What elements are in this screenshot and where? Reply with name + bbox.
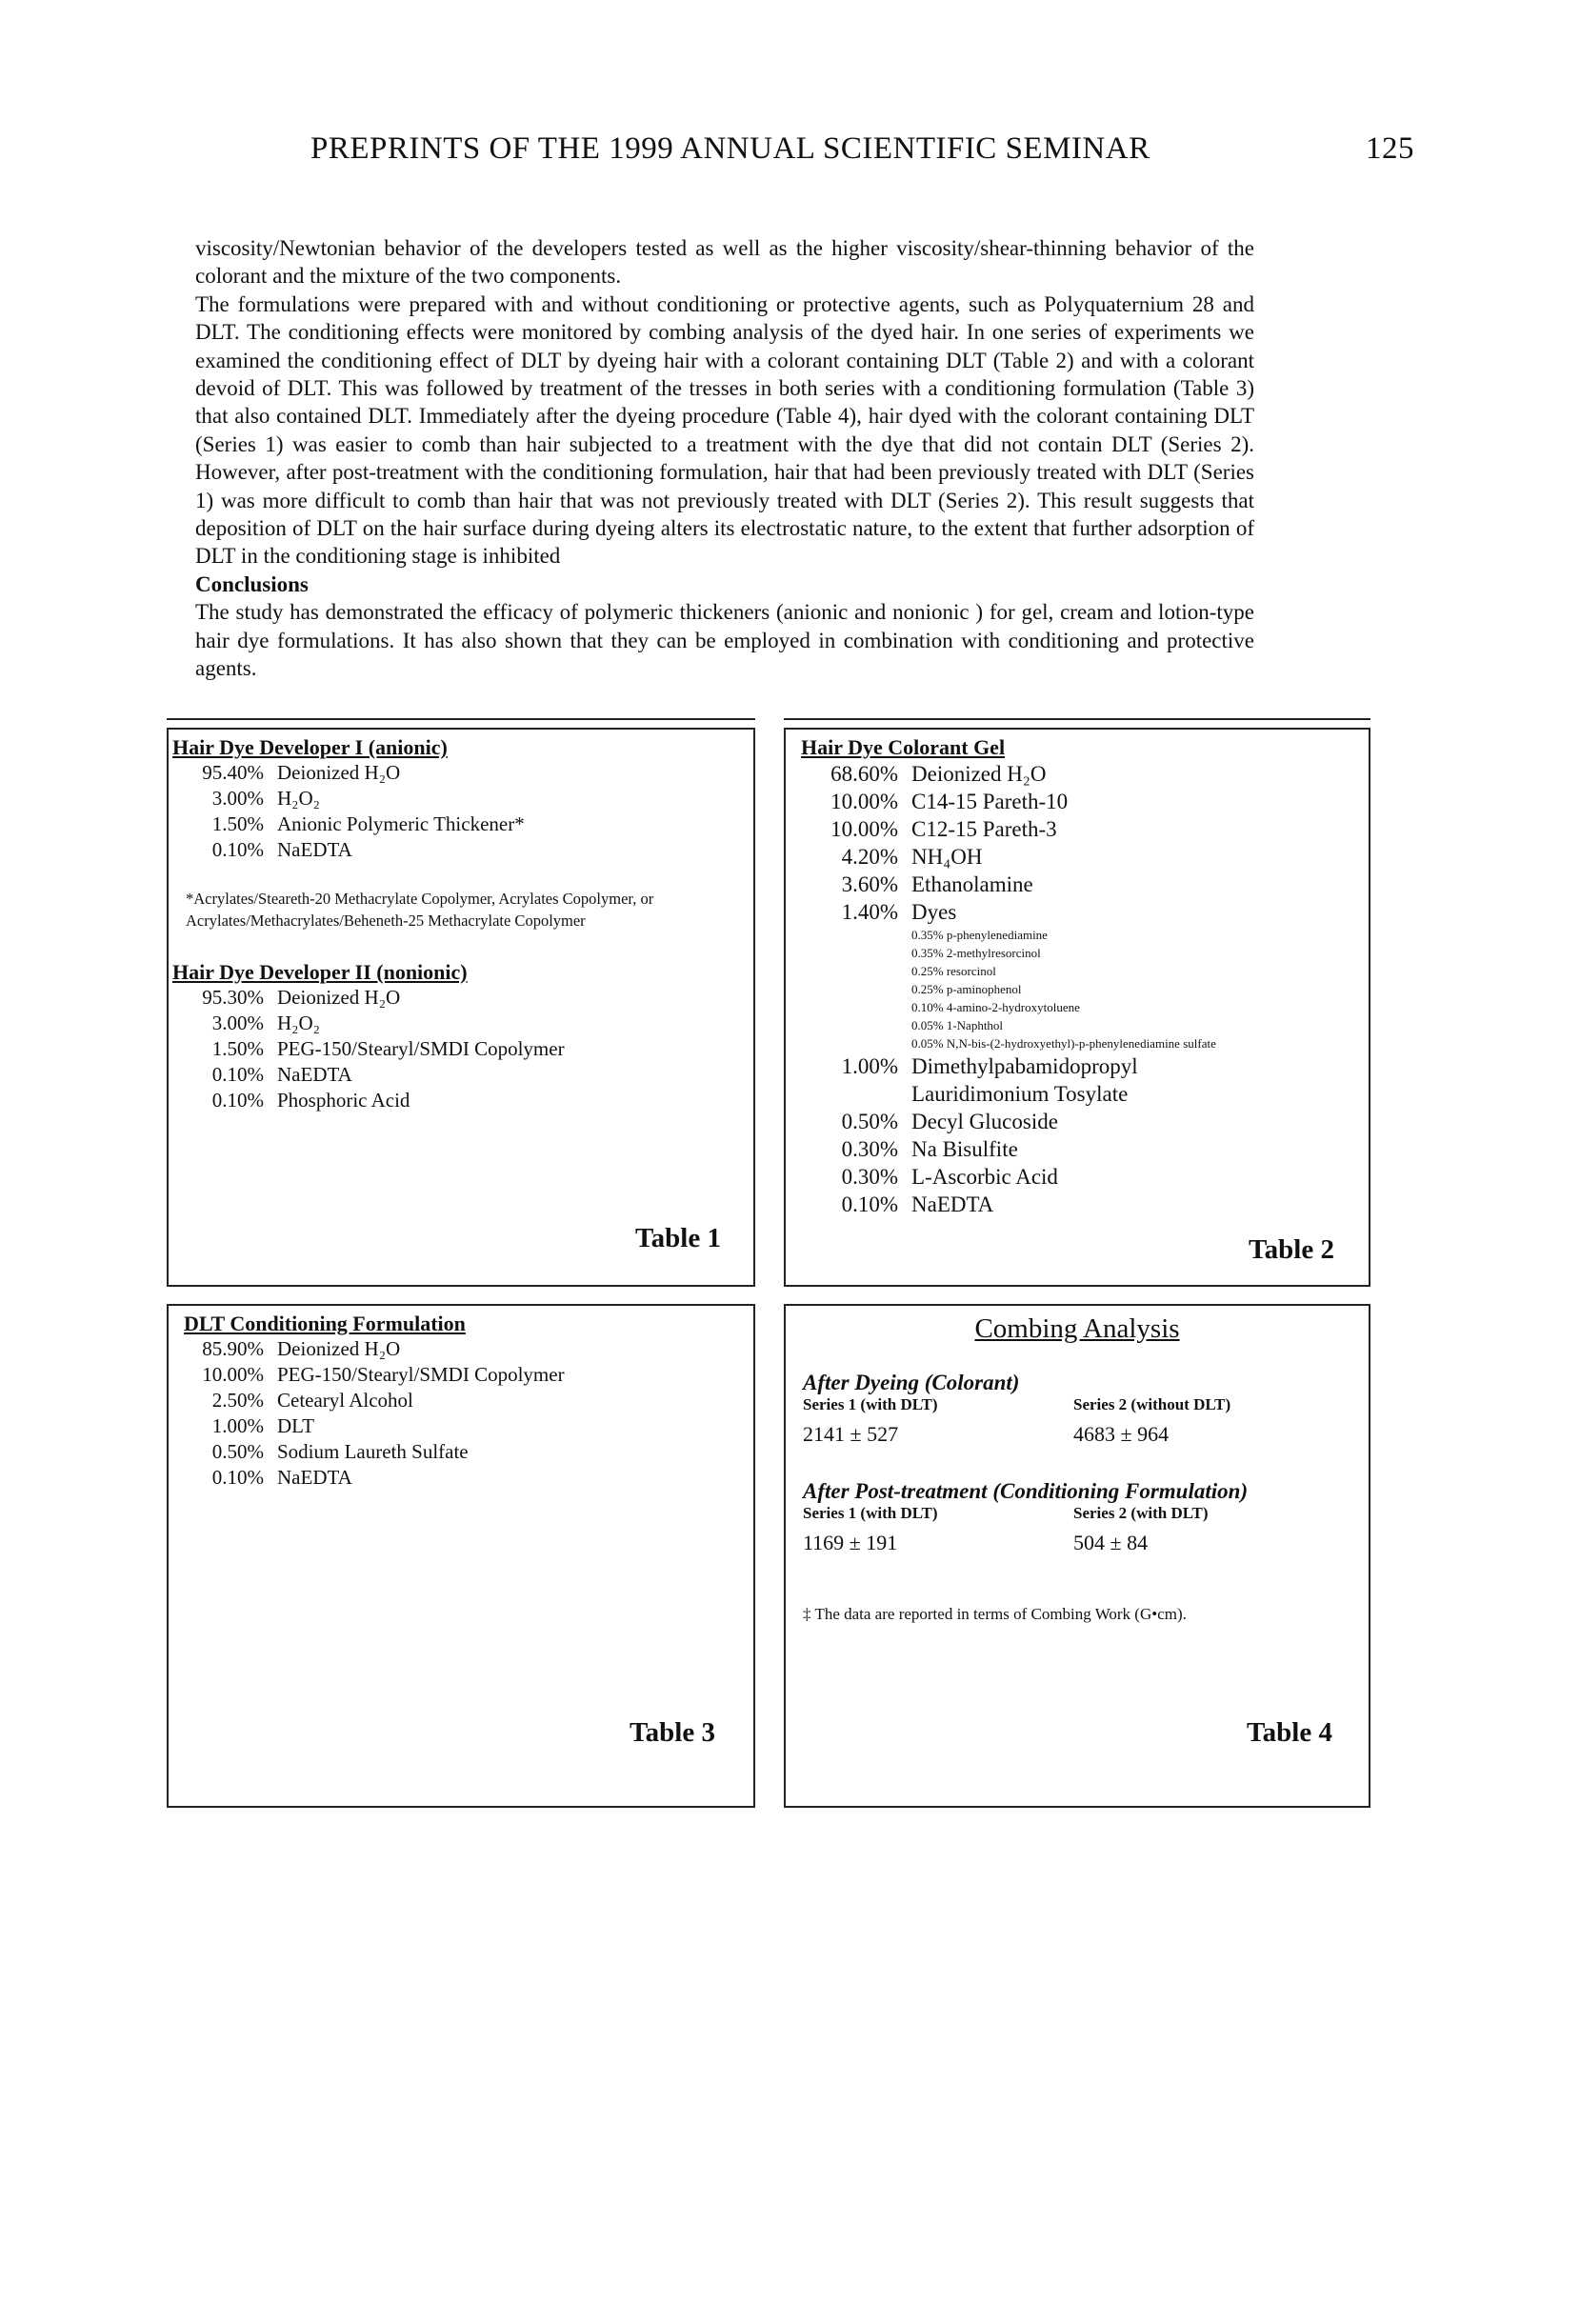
- paragraph-3: The study has demonstrated the efficacy of polymeric thickeners (anionic and nonionic ) for gel, cream and lotion-type hair dye formulations. It has also shown that they can be employed in combination with conditioning and protective agents.: [195, 600, 1254, 681]
- paragraph-1: viscosity/Newtonian behavior of the developers tested as well as the higher viscosity/shear-thinning behavior of the colorant and the mixture of the two components.: [195, 236, 1254, 289]
- table-4: [784, 1304, 1370, 1808]
- series-values: 2141 ± 527 4683 ± 964: [803, 1422, 1170, 1446]
- table-4-label: Table 4: [1247, 1717, 1332, 1748]
- dye-item: 0.10% 4-amino-2-hydroxytoluene: [911, 1000, 1080, 1014]
- table-row: 1.40% Dyes: [841, 900, 957, 924]
- dye-item: 0.35% 2-methylresorcinol: [911, 946, 1041, 960]
- table-row: 85.90% Deionized H₂O: [202, 1337, 401, 1360]
- table-row: 0.50% Decyl Glucoside: [841, 1110, 1058, 1133]
- table-row: 10.00% PEG-150/Stearyl/SMDI Copolymer: [202, 1363, 565, 1386]
- after-dyeing-heading: After Dyeing (Colorant): [803, 1371, 1020, 1394]
- table-row: 1.50% Anionic Polymeric Thickener*: [211, 812, 525, 835]
- combing-footnote: ‡ The data are reported in terms of Combing Work (G•cm).: [803, 1605, 1187, 1623]
- table-row: 0.10% Phosphoric Acid: [211, 1089, 410, 1112]
- series-values: 1169 ± 191 504 ± 84: [803, 1531, 1149, 1554]
- table-row: 1.00% DLT: [211, 1414, 314, 1437]
- table-row: 2.50% Cetearyl Alcohol: [211, 1389, 413, 1412]
- after-post-heading: After Post-treatment (Conditioning Formulation): [803, 1479, 1249, 1503]
- table-3: [167, 1304, 755, 1808]
- table-row: 0.30% Na Bisulfite: [841, 1137, 1018, 1161]
- table-1: [167, 728, 755, 1287]
- table-row: 3.60% Ethanolamine: [841, 872, 1033, 896]
- table-row: 3.00% H₂O₂: [211, 1012, 320, 1034]
- dye-item: 0.05% 1-Naphthol: [911, 1018, 1004, 1032]
- table-row: 95.40% Deionized H₂O: [202, 761, 401, 784]
- dye-item: 0.05% N,N-bis-(2-hydroxyethyl)-p-phenylenediamine sulfate: [911, 1036, 1216, 1051]
- header-title: PREPRINTS OF THE 1999 ANNUAL SCIENTIFIC SEMINAR: [310, 131, 1150, 166]
- paragraph-2: The formulations were prepared with and without conditioning or protective agents, such as Polyquaternium 28 and DLT. The conditioning effects were monitored by combing analysis of the dyed hair. In one series of experiments we examined the conditioning effect of DLT by dyeing hair with a colorant containing DLT (Table 2) and with a colorant devoid of DLT. This was followed by treatment of the tresses in both series with a conditioning formulation (Table 3) that also contained DLT. Immediately after the dyeing procedure (Table 4), hair dyed with the colorant containing DLT (Series 1) was easier to comb than hair subjected to a treatment with the dye that did not contain DLT (Series 2). However, after post-treatment with the conditioning formulation, hair that had been previously treated with DLT (Series 1) was more difficult to comb than hair that was not previously treated with DLT (Series 2). This result suggests that deposition of DLT on the hair surface during dyeing alters its electrostatic nature, to the extent that further adsorption of DLT in the conditioning stage is inhibited: [195, 291, 1254, 569]
- table-row: 0.10% NaEDTA: [211, 1063, 352, 1086]
- table-row: 0.30% L-Ascorbic Acid: [841, 1165, 1058, 1189]
- table-row: 68.60% Deionized H₂O: [830, 762, 1047, 786]
- table-2: [784, 728, 1370, 1287]
- series-labels: Series 1 (with DLT) Series 2 (without DLT): [803, 1395, 1231, 1413]
- developer-2-title: Hair Dye Developer II (nonionic): [172, 960, 468, 984]
- colorant-title: Hair Dye Colorant Gel: [801, 735, 1006, 759]
- combing-analysis-title: Combing Analysis: [974, 1313, 1180, 1344]
- table-2-label: Table 2: [1249, 1234, 1334, 1265]
- table-row: 0.10% NaEDTA: [841, 1192, 994, 1216]
- page-number: 125: [1366, 131, 1414, 166]
- table-row: 1.50% PEG-150/Stearyl/SMDI Copolymer: [211, 1037, 565, 1060]
- conclusions-heading: Conclusions: [195, 571, 309, 596]
- running-header: [310, 131, 1414, 167]
- body-text: [195, 234, 1254, 683]
- table-row: 0.10% NaEDTA: [211, 1466, 352, 1489]
- table-row: 3.00% H₂O₂: [211, 787, 320, 810]
- table-row: 0.10% NaEDTA: [211, 838, 352, 861]
- table-1-label: Table 1: [635, 1223, 721, 1253]
- table-row: 1.00% Dimethylpabamidopropyl Lauridimonium Tosylate: [841, 1054, 1138, 1106]
- table-row: 0.50% Sodium Laureth Sulfate: [211, 1440, 469, 1463]
- table-row: 10.00% C12-15 Pareth-3: [830, 817, 1057, 841]
- table-row: 4.20% NH₄OH: [841, 845, 983, 869]
- table-3-label: Table 3: [630, 1717, 715, 1748]
- dye-item: 0.25% p-aminophenol: [911, 982, 1022, 996]
- series-labels: Series 1 (with DLT) Series 2 (with DLT): [803, 1504, 1209, 1522]
- dye-item: 0.35% p-phenylenediamine: [911, 928, 1048, 942]
- thickener-footnote: *Acrylates/Steareth-20 Methacrylate Copolymer, Acrylates Copolymer, or Acrylates/Methacrylates/Beheneth-25 Methacrylate Copolymer: [186, 890, 654, 930]
- developer-1-title: Hair Dye Developer I (anionic): [172, 735, 448, 759]
- conditioning-title: DLT Conditioning Formulation: [184, 1312, 466, 1335]
- table2-top-rule: [784, 718, 1370, 720]
- table1-top-rule: [167, 718, 755, 720]
- dye-item: 0.25% resorcinol: [911, 964, 996, 978]
- table-row: 10.00% C14-15 Pareth-10: [830, 790, 1069, 813]
- table-row: 95.30% Deionized H₂O: [202, 986, 401, 1009]
